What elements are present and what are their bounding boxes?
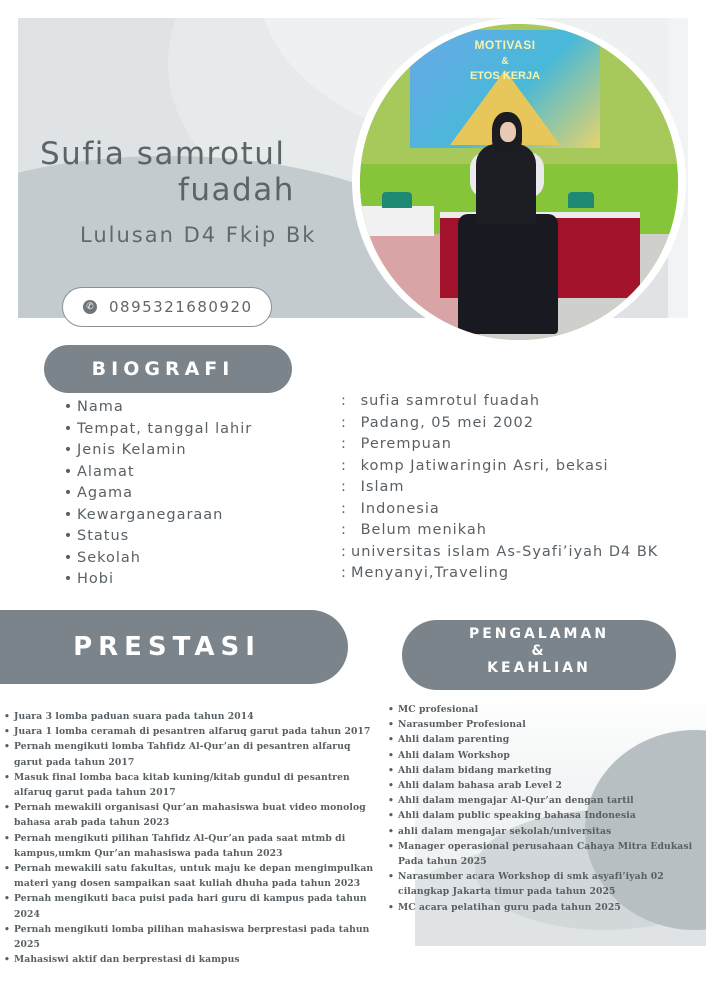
- bio-label: • Alamat: [60, 462, 252, 484]
- bio-label: • Hobi: [60, 569, 252, 591]
- list-item: • Pernah mengikuti lomba pilihan mahasiswa berprestasi pada tahun 2025: [2, 922, 374, 952]
- list-item: • Ahli dalam parenting: [386, 732, 696, 747]
- bio-value-row: [341, 563, 658, 585]
- heading-line: &: [531, 643, 547, 659]
- separator: :: [341, 457, 347, 474]
- list-item: • Masuk final lomba baca kitab kuning/kitab gundul di pesantren alfaruq garut pada tahun 2017: [2, 770, 374, 800]
- separator: :: [341, 436, 347, 452]
- bio-label: • Nama: [60, 397, 252, 419]
- bio-value: Belum menikah: [360, 522, 487, 538]
- phone-icon: ✆: [83, 300, 97, 314]
- bio-value: Perempuan: [360, 436, 452, 452]
- list-item: • Juara 3 lomba paduan suara pada tahun 2014: [2, 709, 374, 724]
- bio-label: • Kewarganegaraan: [60, 505, 252, 527]
- screen-title: MOTIVASI: [474, 38, 536, 52]
- bio-value: Islam: [360, 479, 405, 495]
- biografi-labels: [60, 397, 252, 591]
- profile-photo: [360, 24, 678, 340]
- photo-person-body: [476, 144, 536, 224]
- subtitle: Lulusan D4 Fkip Bk: [80, 223, 317, 247]
- list-item: • Pernah mewakili organisasi Qur’an mahasiswa buat video monolog bahasa arab pada tahun 2023: [2, 800, 374, 830]
- list-item: • Pernah mengikuti pilihan Tahfidz Al-Qur’an pada saat mtmb di kampus,umkm Qur’an mahasiswa pada tahun 2023: [2, 831, 374, 861]
- screen-subtitle: ETOS KERJA: [469, 70, 541, 82]
- list-item: • Narasumber acara Workshop di smk asyafi’iyah 02 cilangkap Jakarta timur pada tahun 2025: [386, 869, 696, 899]
- photo-projector: [360, 206, 434, 236]
- biografi-values: [341, 391, 658, 585]
- photo-person-dress: [458, 214, 558, 334]
- bio-value-row: [341, 499, 658, 521]
- phone-number: 0895321680920: [109, 298, 253, 316]
- prestasi-list: [2, 709, 374, 967]
- bio-label: • Status: [60, 526, 252, 548]
- section-heading-pengalaman-keahlian: [402, 620, 676, 690]
- list-item: • Ahli dalam bidang marketing: [386, 763, 696, 778]
- separator: :: [341, 500, 347, 517]
- section-heading-prestasi: PRESTASI: [0, 610, 348, 684]
- list-item: • Ahli dalam bahasa arab Level 2: [386, 778, 696, 793]
- bio-value-row: [341, 542, 658, 564]
- bio-label: • Tempat, tanggal lahir: [60, 419, 252, 441]
- list-item: • Mahasiswi aktif dan berprestasi di kampus: [2, 952, 374, 967]
- section-heading-biografi: BIOGRAFI: [44, 345, 292, 393]
- list-item: • MC acara pelatihan guru pada tahun 2025: [386, 900, 696, 915]
- bio-value: Menyanyi,Traveling: [351, 565, 510, 581]
- bio-value: komp Jatiwaringin Asri, bekasi: [360, 457, 609, 474]
- bio-value-row: [341, 391, 658, 413]
- heading-line: PENGALAMAN: [468, 626, 610, 642]
- heading-line: KEAHLIAN: [487, 660, 591, 676]
- pengalaman-list: [386, 702, 696, 915]
- bio-label: • Jenis Kelamin: [60, 440, 252, 462]
- bio-value: Padang, 05 mei 2002: [360, 414, 534, 431]
- bio-value: Indonesia: [360, 500, 440, 517]
- separator: :: [341, 522, 347, 538]
- screen-ampersand: &: [501, 56, 509, 67]
- list-item: • Ahli dalam Workshop: [386, 748, 696, 763]
- separator: :: [341, 543, 347, 560]
- bio-label: • Sekolah: [60, 548, 252, 570]
- bio-value-row: [341, 520, 658, 542]
- bio-value-row: [341, 477, 658, 499]
- list-item: • Ahli dalam public speaking bahasa Indonesia: [386, 808, 696, 823]
- bio-value: sufia samrotul fuadah: [360, 393, 541, 409]
- name-second-line: fuadah: [178, 172, 295, 208]
- phone-contact[interactable]: [62, 287, 272, 327]
- photo-chair: [382, 192, 412, 208]
- name-first-line: Sufia samrotul: [40, 136, 286, 172]
- list-item: • ahli dalam mengajar sekolah/universitas: [386, 824, 696, 839]
- bio-value-row: [341, 413, 658, 435]
- list-item: • MC profesional: [386, 702, 696, 717]
- bio-value: universitas islam As-Syafi’iyah D4 BK: [351, 543, 659, 560]
- bio-value-row: [341, 434, 658, 456]
- list-item: • Pernah mewakili satu fakultas, untuk maju ke depan mengimpulkan materi yang dosen sampaikan saat kuliah dhuha pada tahun 2023: [2, 861, 374, 891]
- photo-chair: [568, 192, 594, 208]
- photo-person-face: [500, 122, 516, 142]
- separator: :: [341, 565, 347, 581]
- list-item: • Narasumber Profesional: [386, 717, 696, 732]
- bio-value-row: [341, 456, 658, 478]
- bio-label: • Agama: [60, 483, 252, 505]
- separator: :: [341, 479, 347, 495]
- list-item: • Manager operasional perusahaan Cahaya Mitra Edukasi Pada tahun 2025: [386, 839, 696, 869]
- separator: :: [341, 393, 347, 409]
- separator: :: [341, 414, 347, 431]
- list-item: • Pernah mengikuti baca puisi pada hari guru di kampus pada tahun 2024: [2, 891, 374, 921]
- list-item: • Pernah mengikuti lomba Tahfidz Al-Qur’an di pesantren alfaruq garut pada tahun 2017: [2, 739, 374, 769]
- list-item: • Juara 1 lomba ceramah di pesantren alfaruq garut pada tahun 2017: [2, 724, 374, 739]
- list-item: • Ahli dalam mengajar Al-Qur’an dengan tartil: [386, 793, 696, 808]
